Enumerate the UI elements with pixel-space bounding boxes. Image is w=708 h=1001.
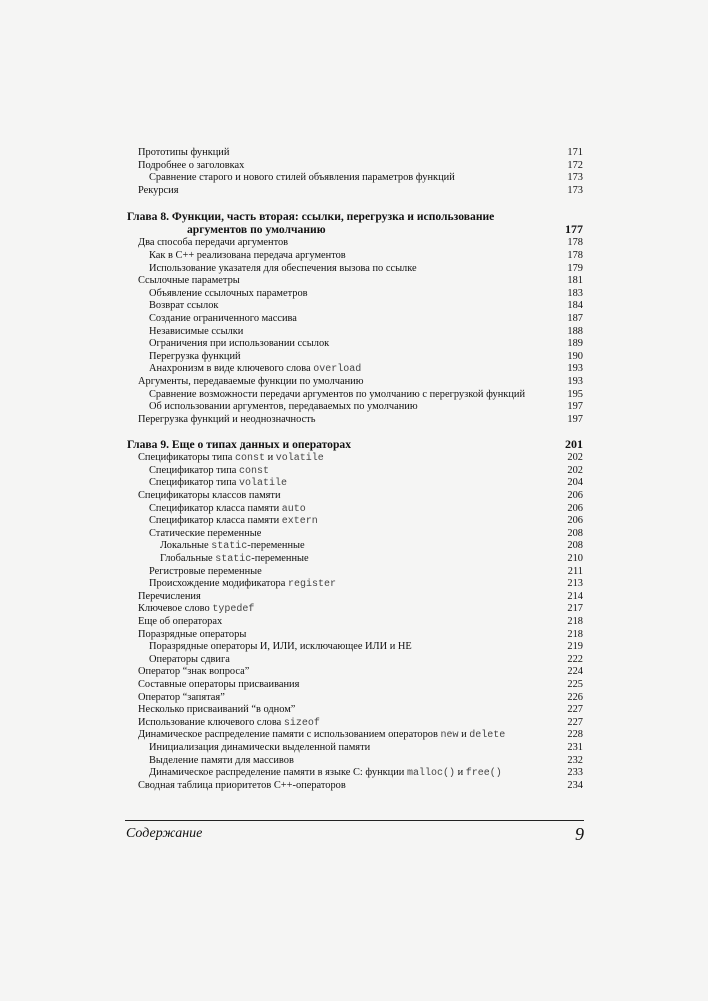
toc-entry-title: [149, 300, 218, 313]
toc-text: Еще об операторах: [138, 616, 223, 627]
toc-code-keyword: auto: [281, 503, 306, 515]
toc-text: Подробнее о заголовках: [138, 159, 245, 171]
toc-entry-title: [149, 566, 262, 579]
toc-entry-page: 190: [567, 350, 583, 362]
toc-text: Перегрузка функций: [149, 350, 241, 362]
toc-entry-title: [149, 767, 502, 781]
toc-code-keyword: const: [239, 465, 270, 477]
toc-entry-title: [138, 780, 346, 793]
toc-entry-page: 206: [567, 490, 583, 502]
toc-entry-page: 234: [567, 779, 583, 791]
toc-entry: [127, 401, 583, 414]
toc-text: Использование указателя для обеспечения вызова по ссылке: [149, 262, 417, 274]
toc-code-keyword: overload: [313, 364, 362, 376]
toc-entry: [127, 275, 583, 288]
toc-entry-title: [149, 172, 455, 185]
toc-entry: [127, 641, 583, 654]
toc-entry: [127, 616, 583, 629]
toc-entry: [127, 780, 583, 793]
toc-text: Сравнение старого и нового стилей объявления параметров функций: [149, 172, 455, 184]
toc-text: Оператор “знак вопроса”: [138, 666, 250, 678]
toc-entry-page: 204: [567, 477, 583, 489]
toc-entry-page: 232: [567, 754, 583, 766]
toc-entry-page: 193: [567, 363, 583, 375]
toc-entry-title: [138, 185, 179, 198]
toc-text: Операторы сдвига: [149, 653, 230, 665]
toc-entry: [127, 147, 583, 160]
toc-code-keyword: volatile: [239, 478, 288, 490]
toc-entry-page: 188: [567, 325, 583, 337]
toc-entry: [127, 465, 583, 478]
toc-entry-title: [149, 641, 412, 654]
toc-entry: [127, 603, 583, 616]
toc-code-keyword: free(): [465, 768, 502, 780]
toc-text: Регистровые переменные: [149, 565, 262, 577]
toc-entry-title: [149, 477, 287, 491]
toc-text: Спецификаторы типа: [138, 452, 235, 464]
toc-entry-title: [149, 313, 297, 326]
toc-text: Как в C++ реализована передача аргументов: [149, 249, 346, 261]
toc-entry-title: [138, 160, 244, 173]
toc-entry-title: [149, 401, 418, 414]
toc-entry-page: 214: [567, 590, 583, 602]
toc-entry: [127, 172, 583, 185]
footer-divider: [125, 820, 584, 821]
toc-text: Локальные: [160, 540, 212, 552]
toc-entry: [127, 326, 583, 339]
toc-entry-title: [149, 363, 361, 377]
chapter-9-page: 201: [565, 437, 583, 452]
toc-text: Поразрядные операторы: [138, 628, 247, 640]
toc-entry-title: [149, 755, 294, 768]
previous-chapter-entries: [127, 147, 583, 197]
toc-entry-page: 208: [567, 527, 583, 539]
toc-entry-title: [149, 351, 241, 364]
toc-entry-page: 206: [567, 515, 583, 527]
toc-entry: [127, 376, 583, 389]
toc-text: Ссылочные параметры: [138, 275, 240, 287]
toc-text: Спецификатор класса памяти: [149, 502, 282, 514]
toc-entry: [127, 666, 583, 679]
toc-entry-title: [138, 414, 315, 427]
toc-text: Использование ключевого слова: [138, 716, 284, 728]
toc-entry-page: 213: [567, 578, 583, 590]
toc-entry-title: [138, 237, 288, 250]
toc-entry-title: [149, 528, 261, 541]
toc-entry-title: [149, 338, 329, 351]
toc-entry: [127, 755, 583, 768]
toc-text: Несколько присваиваний “в одном”: [138, 704, 296, 716]
toc-text: Происхождение модификатора: [149, 578, 288, 590]
toc-entry-page: 227: [567, 716, 583, 728]
toc-entry-page: 197: [567, 413, 583, 425]
toc-code-keyword: register: [287, 579, 336, 591]
toc-text: Создание ограниченного массива: [149, 312, 297, 324]
toc-text: Анахронизм в виде ключевого слова: [149, 363, 314, 375]
toc-text: Оператор “запятая”: [138, 691, 225, 703]
toc-entry-page: 195: [567, 388, 583, 400]
toc-text: Перечисления: [138, 590, 201, 602]
toc-code-keyword: malloc(): [406, 768, 455, 780]
toc-entry-page: 181: [567, 275, 583, 287]
toc-text: и: [454, 767, 466, 779]
toc-text: Перегрузка функций и неоднозначность: [138, 413, 316, 425]
toc-entry-page: 227: [567, 704, 583, 716]
toc-entry: [127, 629, 583, 642]
toc-entry-page: 218: [567, 616, 583, 627]
toc-entry-title: [138, 452, 324, 466]
toc-entry-title: [138, 490, 281, 503]
toc-text: Объявление ссылочных параметров: [149, 287, 308, 299]
toc-entry-title: [149, 515, 318, 529]
toc-entry: [127, 363, 583, 376]
toc-entry-title: [138, 704, 295, 717]
toc-entry-page: 225: [567, 678, 583, 690]
toc-entry: [127, 263, 583, 276]
toc-text: и: [458, 729, 470, 741]
toc-text: Глобальные: [160, 553, 216, 565]
toc-text: Динамическое распределение памяти в языке C: функции: [149, 767, 407, 779]
chapter-8-title: [127, 210, 583, 236]
toc-entry: [127, 729, 583, 742]
toc-entry-page: 172: [567, 159, 583, 171]
toc-entry: [127, 452, 583, 465]
table-of-contents: [127, 147, 583, 792]
toc-text: Спецификатор типа: [149, 477, 240, 489]
toc-entry-page: 179: [567, 262, 583, 274]
toc-text: -переменные: [247, 540, 305, 552]
toc-entry-page: 178: [567, 249, 583, 261]
toc-text: Возврат ссылок: [149, 300, 219, 312]
toc-entry: [127, 338, 583, 351]
toc-entry: [127, 160, 583, 173]
toc-code-keyword: delete: [469, 730, 506, 742]
toc-entry-title: [138, 376, 364, 389]
toc-text: Два способа передачи аргументов: [138, 237, 289, 249]
toc-entry: [127, 742, 583, 755]
chapter-9-heading: [127, 438, 583, 451]
toc-text: Сравнение возможности передачи аргументов по умолчанию с перегрузкой функций: [149, 388, 526, 400]
toc-entry-page: 173: [567, 172, 583, 184]
toc-text: Ключевое слово: [138, 603, 213, 615]
toc-entry: [127, 679, 583, 692]
toc-code-keyword: volatile: [275, 453, 324, 465]
toc-entry: [127, 767, 583, 780]
toc-code-keyword: typedef: [212, 604, 255, 616]
toc-entry-title: [160, 553, 309, 567]
toc-entry: [127, 654, 583, 667]
toc-entry-title: [149, 263, 417, 276]
toc-entry-title: [138, 717, 320, 731]
toc-entry-title: [138, 729, 505, 743]
toc-text: Прототипы функций: [138, 147, 230, 158]
toc-entry: [127, 490, 583, 503]
toc-entry: [127, 477, 583, 490]
toc-text: Об использовании аргументов, передаваемых по умолчанию: [149, 401, 418, 413]
toc-entry: [127, 704, 583, 717]
toc-entry-page: 211: [567, 565, 583, 577]
toc-entry-page: 224: [567, 666, 583, 678]
toc-entry: [127, 591, 583, 604]
toc-text: Аргументы, передаваемые функции по умолчанию: [138, 375, 364, 387]
toc-entry-title: [149, 578, 336, 592]
chapter-9-entries: [127, 452, 583, 792]
toc-text: Поразрядные операторы И, ИЛИ, исключающее ИЛИ и НЕ: [149, 641, 412, 653]
toc-entry-title: [149, 654, 230, 667]
toc-entry-page: 202: [567, 452, 583, 464]
toc-entry-page: 222: [567, 653, 583, 665]
toc-text: Динамическое распределение памяти с использованием операторов: [138, 729, 441, 741]
toc-entry-page: 226: [567, 691, 583, 703]
toc-entry: [127, 389, 583, 402]
toc-entry-page: 217: [567, 603, 583, 615]
footer-title: Содержание: [126, 826, 203, 841]
toc-code-keyword: extern: [281, 516, 318, 528]
toc-code-keyword: static: [211, 541, 248, 553]
toc-text: -переменные: [251, 553, 309, 565]
toc-entry: [127, 553, 583, 566]
toc-entry-page: 206: [567, 502, 583, 514]
toc-entry-page: 173: [567, 184, 583, 196]
chapter-8-heading: [127, 210, 583, 236]
toc-entry-title: [138, 629, 246, 642]
toc-entry-title: [138, 616, 222, 629]
toc-entry-title: [138, 603, 254, 617]
toc-entry-title: [160, 540, 305, 554]
toc-text: Составные операторы присваивания: [138, 678, 300, 690]
toc-text: Инициализация динамически выделенной памяти: [149, 741, 371, 753]
chapter-9-title: Глава 9. Еще о типах данных и операторах: [127, 438, 352, 452]
toc-text: и: [265, 452, 276, 464]
toc-entry: [127, 717, 583, 730]
chapter-8-entries: [127, 237, 583, 426]
toc-code-keyword: sizeof: [283, 717, 320, 729]
toc-entry-title: [138, 692, 225, 705]
toc-text: Статические переменные: [149, 527, 262, 539]
toc-text: Сводная таблица приоритетов C++-операторов: [138, 779, 346, 791]
toc-entry-page: 233: [567, 767, 583, 779]
page-number: 9: [575, 824, 584, 844]
toc-entry: [127, 578, 583, 591]
toc-entry-title: [149, 742, 370, 755]
toc-entry-title: [149, 389, 525, 402]
toc-text: Спецификатор класса памяти: [149, 515, 282, 527]
chapter-8-page: 177: [565, 222, 583, 237]
toc-text: Выделение памяти для массивов: [149, 754, 294, 766]
toc-entry-title: [149, 503, 306, 517]
toc-entry-title: [138, 591, 201, 604]
toc-entry: [127, 237, 583, 250]
toc-entry-title: [138, 666, 249, 679]
toc-entry-title: [149, 326, 243, 339]
toc-entry-title: [149, 465, 269, 479]
toc-entry: [127, 566, 583, 579]
toc-code-keyword: static: [215, 554, 252, 566]
toc-entry-page: 187: [567, 312, 583, 324]
toc-text: Спецификаторы классов памяти: [138, 490, 281, 502]
toc-entry: [127, 528, 583, 541]
toc-entry: [127, 540, 583, 553]
toc-entry: [127, 288, 583, 301]
toc-entry-page: 197: [567, 401, 583, 413]
toc-code-keyword: new: [440, 730, 459, 742]
toc-entry: [127, 503, 583, 516]
toc-entry-page: 208: [567, 540, 583, 552]
toc-code-keyword: const: [235, 453, 266, 465]
toc-entry-page: 219: [567, 641, 583, 653]
toc-entry: [127, 351, 583, 364]
toc-entry-page: 231: [567, 741, 583, 753]
toc-text: Спецификатор типа: [149, 464, 240, 476]
toc-entry: [127, 313, 583, 326]
toc-text: Рекурсия: [138, 184, 179, 196]
toc-entry-page: 184: [567, 300, 583, 312]
toc-entry-title: [149, 288, 308, 301]
toc-entry: [127, 300, 583, 313]
toc-entry-page: 202: [567, 464, 583, 476]
toc-entry-page: 171: [567, 147, 583, 158]
toc-entry-title: [149, 250, 346, 263]
toc-entry: [127, 185, 583, 198]
chapter-8-title-line2: аргументов по умолчанию: [187, 223, 326, 237]
toc-entry: [127, 250, 583, 263]
chapter-8-title-line1: Глава 8. Функции, часть вторая: ссылки, перегрузка и использование: [127, 210, 495, 224]
toc-entry-title: [138, 275, 240, 288]
toc-entry-page: 183: [567, 287, 583, 299]
toc-entry-title: [138, 679, 299, 692]
toc-entry: [127, 515, 583, 528]
toc-entry-page: 193: [567, 375, 583, 387]
toc-entry-page: 178: [567, 237, 583, 249]
toc-entry-title: [138, 147, 229, 160]
toc-entry-page: 228: [567, 729, 583, 741]
toc-text: Независимые ссылки: [149, 325, 244, 337]
toc-entry-page: 218: [567, 628, 583, 640]
toc-entry-page: 189: [567, 338, 583, 350]
toc-entry: [127, 414, 583, 427]
toc-entry: [127, 692, 583, 705]
toc-entry-page: 210: [567, 553, 583, 565]
toc-text: Ограничения при использовании ссылок: [149, 338, 330, 350]
